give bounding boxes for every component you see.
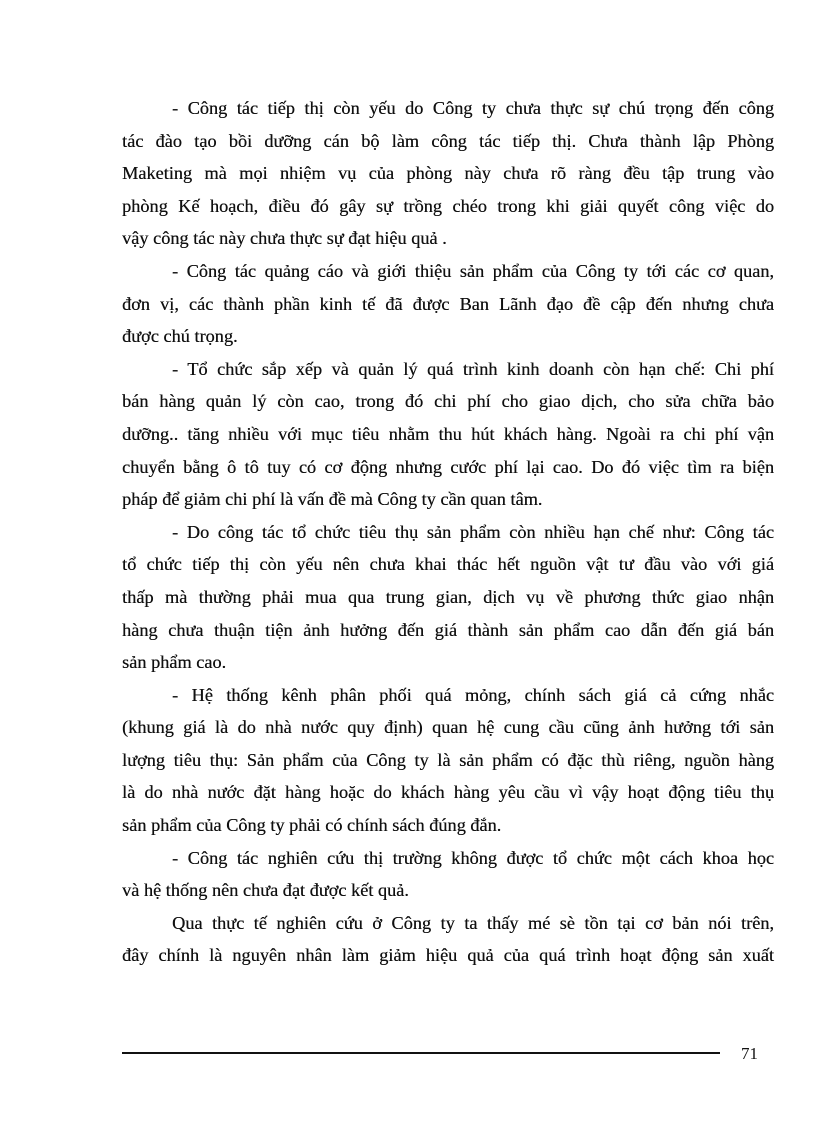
- text-line: sản phẩm của Công ty phải có chính sách đúng đắn.: [122, 815, 502, 836]
- text-line: sản phẩm cao.: [122, 652, 227, 673]
- text-line: tổ chức tiếp thị còn yếu nên chưa khai thác hết nguồn vật tư đầu vào với giá: [122, 554, 774, 575]
- text-line: đây chính là nguyên nhân làm giảm hiệu quả của quá trình hoạt động sản xuất: [122, 945, 774, 966]
- paragraph-marketing-weakness: [122, 92, 774, 255]
- text-line: Qua thực tế nghiên cứu ở Công ty ta thấy mé sè tồn tại cơ bản nói trên,: [172, 912, 774, 933]
- paragraph-distribution: [122, 679, 774, 842]
- text-line: (khung giá là do nhà nước quy định) quan hệ cung cầu cũng ảnh hưởng tới sản: [122, 717, 774, 738]
- paragraph-sales-limitations: [122, 516, 774, 679]
- text-line: lượng tiêu thụ: Sản phẩm của Công ty là sản phẩm có đặc thù riêng, nguồn hàng: [122, 749, 774, 770]
- paragraph-advertising: [122, 255, 774, 353]
- text-line: là do nhà nước đặt hàng hoặc do khách hàng yêu cầu vì vậy hoạt động tiêu thụ: [122, 782, 774, 803]
- paragraph-conclusion: [122, 907, 774, 972]
- text-line: và hệ thống nên chưa đạt được kết quả.: [122, 880, 409, 901]
- text-line: chuyển bằng ô tô tuy có cơ động nhưng cước phí lại cao. Do đó việc tìm ra biện: [122, 456, 774, 477]
- text-line: đơn vị, các thành phần kinh tế đã được Ban Lãnh đạo đề cập đến nhưng chưa: [122, 293, 774, 314]
- body-text: [122, 92, 774, 972]
- text-line: - Do công tác tổ chức tiêu thụ sản phẩm còn nhiều hạn chế như: Công tác: [172, 521, 774, 542]
- text-line: phòng Kế hoạch, điều đó gây sự trồng chéo trong khi giải quyết công việc do: [122, 195, 774, 216]
- text-line: dưỡng.. tăng nhiều với mục tiêu nhằm thu hút khách hàng. Ngoài ra chi phí vận: [122, 423, 774, 444]
- text-line: bán hàng quản lý còn cao, trong đó chi phí cho giao dịch, cho sửa chữa bảo: [122, 391, 774, 412]
- text-line: Maketing mà mọi nhiệm vụ của phòng này chưa rõ ràng đều tập trung vào: [122, 163, 774, 184]
- text-line: tác đào tạo bồi dưỡng cán bộ làm công tác tiếp thị. Chưa thành lập Phòng: [122, 130, 774, 151]
- text-line: - Tổ chức sắp xếp và quản lý quá trình kinh doanh còn hạn chế: Chi phí: [172, 358, 774, 379]
- text-line: thấp mà thường phải mua qua trung gian, dịch vụ về phương thức giao nhận: [122, 586, 774, 607]
- text-line: được chú trọng.: [122, 326, 238, 347]
- footer-rule: [122, 1052, 720, 1054]
- text-line: hàng chưa thuận tiện ảnh hưởng đến giá thành sản phẩm cao dẫn đến giá bán: [122, 619, 774, 640]
- paragraph-market-research: [122, 842, 774, 907]
- text-line: vậy công tác này chưa thực sự đạt hiệu quả .: [122, 228, 447, 249]
- text-line: - Công tác quảng cáo và giới thiệu sản phẩm của Công ty tới các cơ quan,: [172, 260, 774, 281]
- text-line: - Công tác tiếp thị còn yếu do Công ty chưa thực sự chú trọng đến công: [172, 98, 774, 118]
- paragraph-business-management: [122, 353, 774, 516]
- text-line: - Công tác nghiên cứu thị trường không được tổ chức một cách khoa học: [172, 847, 774, 868]
- text-line: - Hệ thống kênh phân phối quá mỏng, chính sách giá cả cứng nhắc: [172, 684, 774, 705]
- text-line: pháp để giảm chi phí là vấn đề mà Công ty cần quan tâm.: [122, 489, 543, 510]
- page-number: 71: [741, 1044, 758, 1063]
